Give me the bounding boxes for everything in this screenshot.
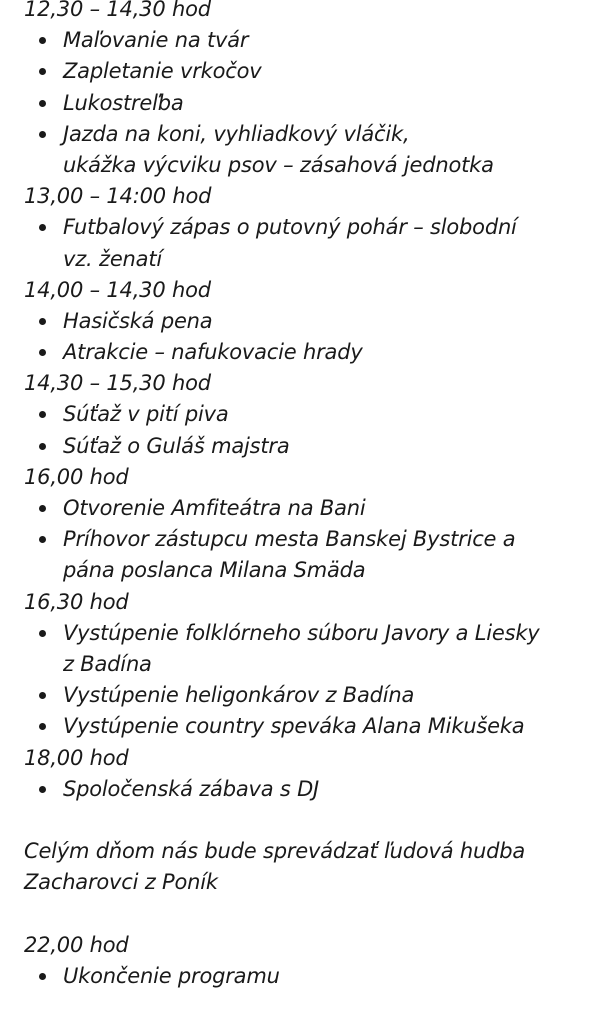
bullet-dot-icon	[39, 723, 46, 730]
bullet-dot-icon	[39, 131, 46, 138]
activity-text: Vystúpenie folklórneho súboru Javory a Liesky	[63, 620, 540, 645]
activity-text: Súťaž o Guláš majstra	[63, 433, 290, 458]
activity-text: Ukončenie programu	[63, 963, 280, 988]
bullet-dot-icon	[39, 318, 46, 325]
activity-item	[24, 493, 599, 524]
bullet-dot-icon	[39, 37, 46, 44]
music-note	[24, 836, 599, 898]
activity-item	[24, 56, 599, 87]
activity-text: z Badína	[63, 651, 152, 676]
bullet-dot-icon	[39, 349, 46, 356]
spacer	[24, 805, 599, 836]
activity-item	[24, 961, 599, 992]
bullet-dot-icon	[39, 100, 46, 107]
program-section	[24, 275, 599, 369]
activity-text: Hasičská pena	[63, 308, 213, 333]
activity-text: pána poslanca Milana Smäda	[63, 558, 366, 583]
bullet-dot-icon	[39, 505, 46, 512]
activity-item	[24, 119, 599, 181]
program-section	[24, 587, 599, 743]
activity-text: vz. ženatí	[63, 246, 162, 271]
activity-text: Atrakcie – nafukovacie hrady	[63, 340, 363, 365]
activity-text: Vystúpenie country speváka Alana Mikušeka	[63, 714, 525, 739]
time-heading: 16,30 hod	[24, 589, 129, 614]
activity-text: Lukostreľba	[63, 90, 184, 115]
activity-item	[24, 25, 599, 56]
time-heading: 12,30 – 14,30 hod	[24, 0, 211, 21]
program-section	[24, 743, 599, 805]
activity-item	[24, 337, 599, 368]
activity-list	[24, 306, 599, 368]
time-heading: 22,00 hod	[24, 932, 129, 957]
activity-text: Maľovanie na tvár	[63, 28, 249, 53]
time-heading: 16,00 hod	[24, 464, 129, 489]
activity-item	[24, 524, 599, 586]
activity-text: ukážka výcviku psov – zásahová jednotka	[63, 152, 494, 177]
activity-list	[24, 774, 599, 805]
time-heading: 14,00 – 14,30 hod	[24, 277, 211, 302]
activity-item	[24, 306, 599, 337]
bullet-dot-icon	[39, 224, 46, 231]
activity-list	[24, 399, 599, 461]
program-section	[24, 930, 599, 992]
activity-text: Jazda na koni, vyhliadkový vláčik,	[63, 121, 410, 146]
activity-item	[24, 212, 599, 274]
activity-text: Vystúpenie heligonkárov z Badína	[63, 683, 415, 708]
program-section	[24, 462, 599, 587]
program-section	[24, 0, 599, 181]
activity-text: Príhovor zástupcu mesta Banskej Bystrice a	[63, 527, 516, 552]
activity-list	[24, 212, 599, 274]
activity-list	[24, 493, 599, 587]
music-note-line: Zacharovci z Poník	[24, 870, 218, 895]
program-section	[24, 368, 599, 462]
activity-text: Otvorenie Amfiteátra na Bani	[63, 496, 366, 520]
bullet-dot-icon	[39, 973, 46, 980]
activity-item	[24, 774, 599, 805]
activity-text: Futbalový zápas o putovný pohár – slobodní	[63, 215, 517, 240]
activity-item	[24, 431, 599, 462]
bullet-dot-icon	[39, 411, 46, 418]
bullet-dot-icon	[39, 692, 46, 699]
activity-text: Zapletanie vrkočov	[63, 59, 262, 84]
bullet-dot-icon	[39, 786, 46, 793]
spacer	[24, 898, 599, 929]
activity-item	[24, 399, 599, 430]
bullet-dot-icon	[39, 68, 46, 75]
activity-list	[24, 961, 599, 992]
bullet-dot-icon	[39, 630, 46, 637]
music-note-line: Celým dňom nás bude sprevádzať ľudová hudba	[24, 839, 526, 864]
bullet-dot-icon	[39, 536, 46, 543]
activity-list	[24, 25, 599, 181]
time-heading: 18,00 hod	[24, 745, 129, 770]
bullet-dot-icon	[39, 443, 46, 450]
program-section	[24, 181, 599, 275]
activity-item	[24, 618, 599, 680]
event-program	[24, 0, 599, 992]
activity-item	[24, 88, 599, 119]
activity-text: Súťaž v pití piva	[63, 402, 229, 427]
time-heading: 13,00 – 14:00 hod	[24, 184, 212, 209]
activity-item	[24, 680, 599, 711]
activity-list	[24, 618, 599, 743]
activity-text: Spoločenská zábava s DJ	[63, 776, 320, 801]
activity-item	[24, 711, 599, 742]
time-heading: 14,30 – 15,30 hod	[24, 371, 211, 396]
